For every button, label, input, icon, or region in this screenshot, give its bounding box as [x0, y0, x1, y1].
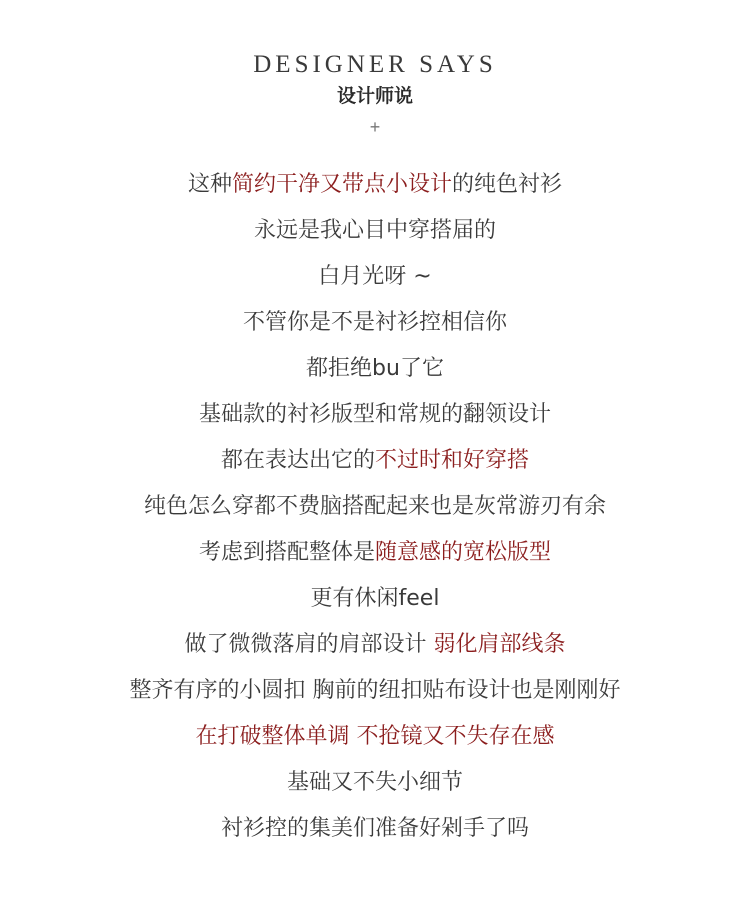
line-highlight: 简约干净又带点小设计 [231, 172, 452, 197]
line-text-tail: 的纯色衬衫 [452, 172, 563, 197]
description-line [0, 530, 750, 576]
plus-divider-icon: + [369, 117, 381, 137]
line-text: 这种 [187, 172, 232, 197]
description-block [0, 162, 750, 852]
heading-chinese: 设计师说 [336, 85, 413, 107]
line-text: 考虑到搭配整体是 [198, 540, 375, 565]
line-highlight: 随意感的宽松版型 [375, 540, 552, 565]
line-text: 白月光呀 ~ [318, 264, 432, 289]
description-line [0, 208, 750, 254]
line-text: 都在表达出它的 [220, 448, 375, 473]
description-line [0, 254, 750, 300]
line-highlight: 在打破整体单调 不抢镜又不失存在感 [195, 724, 555, 749]
line-text: 纯色怎么穿都不费脑搭配起来也是灰常游刃有余 [143, 494, 606, 519]
description-line [0, 484, 750, 530]
line-text: 整齐有序的小圆扣 胸前的纽扣贴布设计也是刚刚好 [129, 678, 621, 703]
line-highlight: 不过时和好穿搭 [375, 448, 530, 473]
line-text: 做了微微落肩的肩部设计 [184, 632, 434, 657]
description-line [0, 622, 750, 668]
description-line [0, 300, 750, 346]
heading-english: DESIGNER SAYS [253, 51, 497, 78]
description-line [0, 392, 750, 438]
description-line [0, 668, 750, 714]
line-text: 更有休闲feel [310, 586, 440, 611]
description-line [0, 760, 750, 806]
description-line [0, 714, 750, 760]
line-text: 永远是我心目中穿搭届的 [253, 218, 496, 243]
line-text: 不管你是不是衬衫控相信你 [242, 310, 507, 335]
line-text: 都拒绝bu了它 [306, 356, 444, 381]
line-highlight: 弱化肩部线条 [433, 632, 566, 657]
line-text: 基础款的衬衫版型和常规的翻领设计 [198, 402, 551, 427]
description-line [0, 162, 750, 208]
line-text: 基础又不失小细节 [286, 770, 463, 795]
description-line [0, 438, 750, 484]
line-text: 衬衫控的集美们准备好剁手了吗 [220, 816, 529, 841]
description-line [0, 806, 750, 852]
description-line [0, 346, 750, 392]
description-line [0, 576, 750, 622]
